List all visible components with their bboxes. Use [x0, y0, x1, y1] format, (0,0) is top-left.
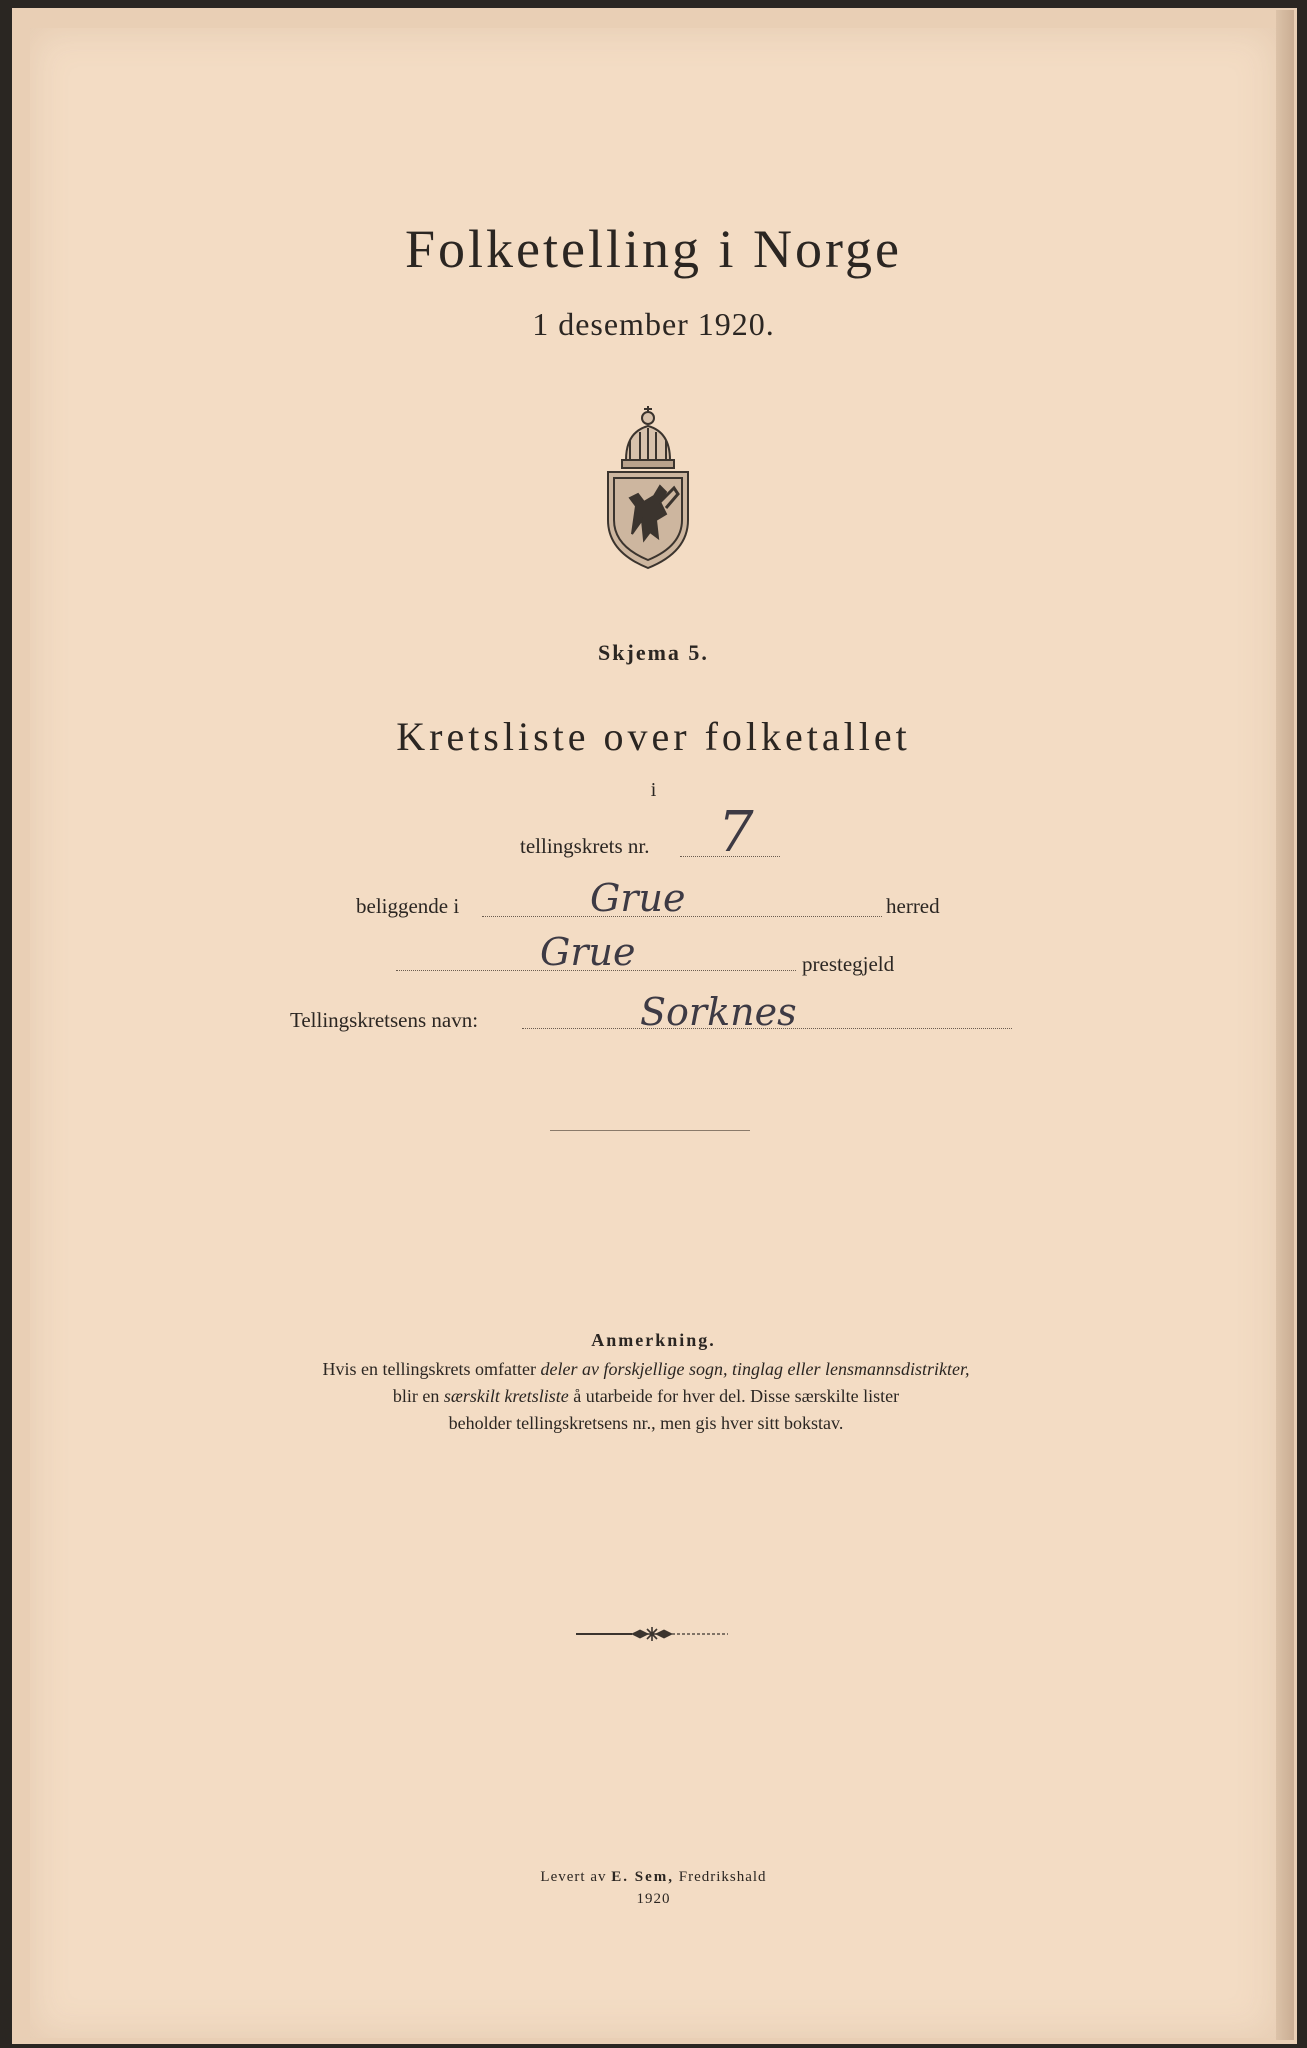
note-line-2-italic: særskilt kretsliste	[443, 1386, 569, 1406]
krets-number-value: 7	[718, 800, 754, 865]
page-title: Folketelling i Norge	[405, 219, 902, 279]
district-name-value: Sorknes	[640, 990, 797, 1034]
district-name-label: Tellingskretsens navn:	[290, 1008, 479, 1032]
printer-place: Fredrikshald	[673, 1869, 767, 1885]
note-line-1-italic: deler av forskjellige sogn, tinglag eller lensmannsdistrikter,	[540, 1359, 970, 1379]
note-heading: Anmerkning.	[591, 1330, 716, 1350]
herred-value: Grue	[590, 876, 686, 920]
location-label: beliggende i	[356, 894, 460, 918]
form-heading: Kretsliste over folketallet	[396, 714, 911, 759]
herred-label: herred	[886, 894, 940, 918]
printer-prefix: Levert av	[540, 1869, 612, 1885]
krets-number-label: tellingskrets nr.	[520, 834, 650, 858]
note-line-2-rest: å utarbeide for hver del. Disse særskilte lister	[568, 1386, 900, 1406]
schema-label: Skjema 5.	[598, 640, 709, 665]
census-date: 1 desember 1920.	[532, 306, 775, 342]
ornament-divider-icon	[572, 1624, 732, 1644]
prestegjeld-value: Grue	[540, 930, 636, 974]
print-year: 1920	[636, 1891, 671, 1907]
printer-name: E. Sem,	[611, 1869, 674, 1885]
connector-word: i	[650, 779, 657, 801]
printer-credit	[0, 1866, 1307, 1910]
prestegjeld-label: prestegjeld	[802, 952, 895, 976]
separator-rule	[550, 1130, 750, 1131]
norwegian-coat-of-arms-icon	[596, 402, 700, 572]
note-line-2	[236, 1384, 1056, 1409]
note-line-2-text: blir en	[392, 1386, 444, 1406]
note-line-3: beholder tellingskretsens nr., men gis hver sitt bokstav.	[448, 1413, 844, 1433]
note-line-1	[236, 1357, 1056, 1382]
note-line-1-text: Hvis en tellingskrets omfatter	[322, 1359, 541, 1379]
